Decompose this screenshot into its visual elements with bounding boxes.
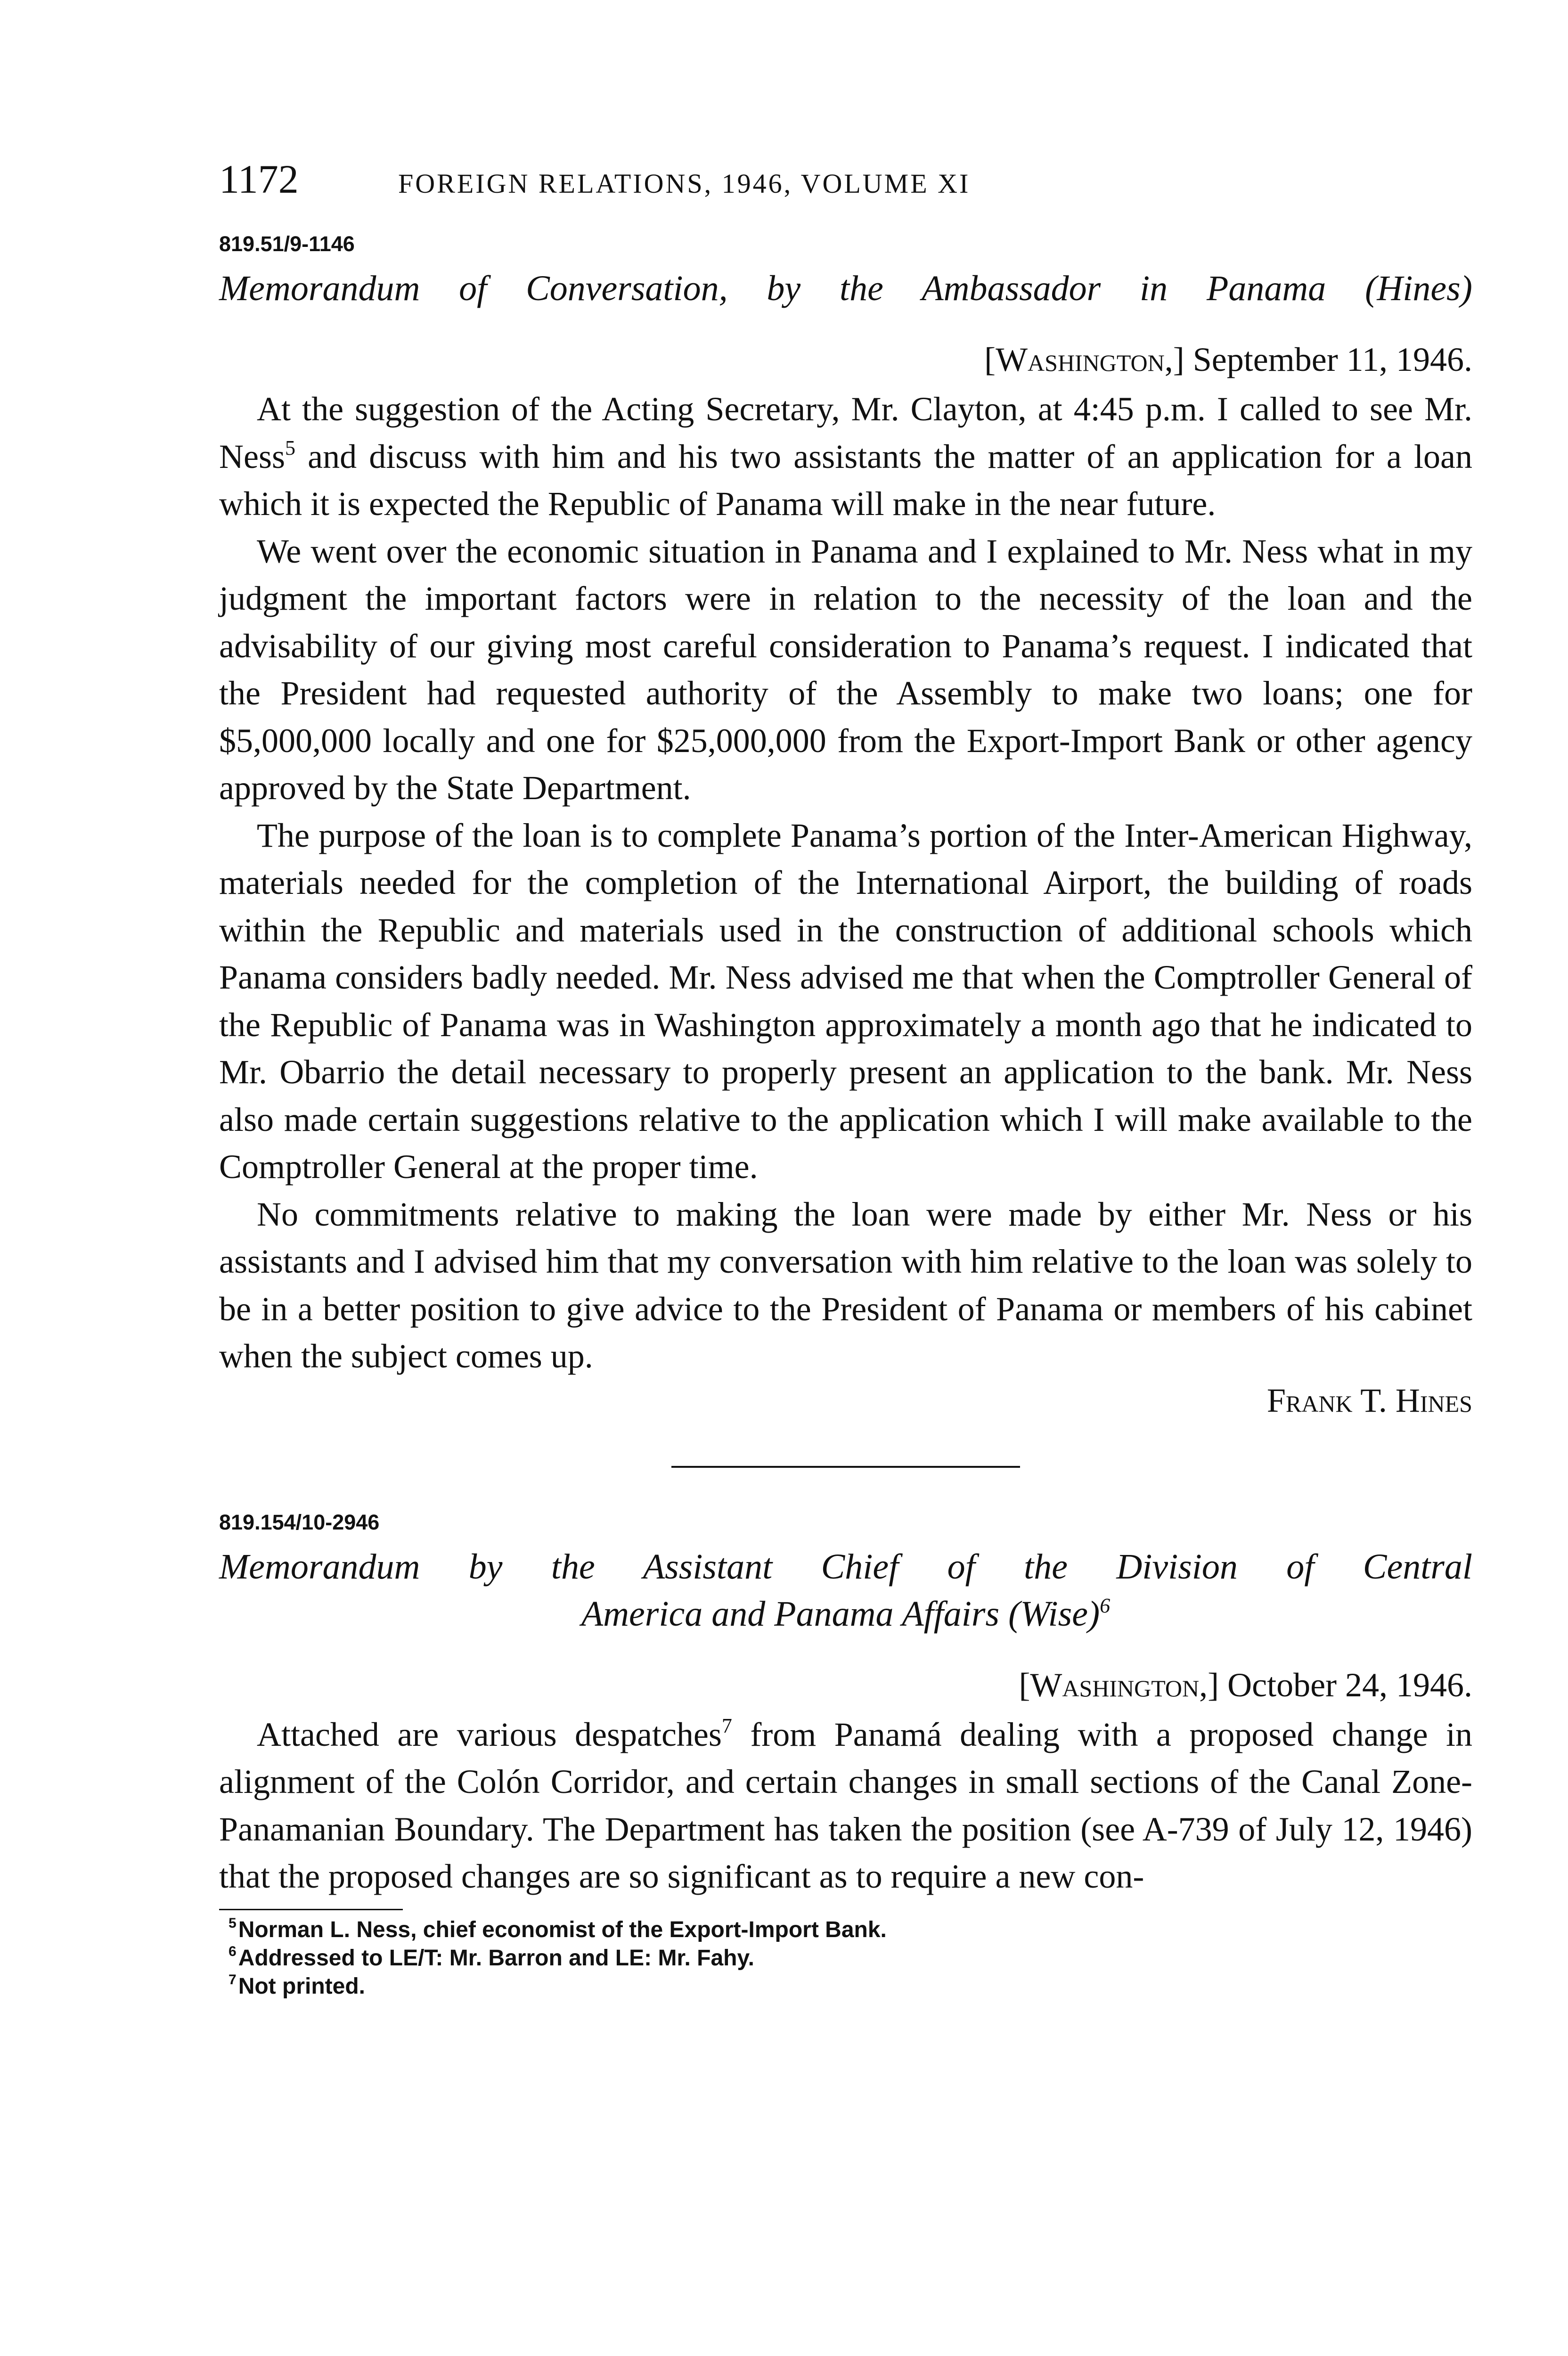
running-header [219, 155, 1472, 207]
doc2-file-number: 819.154/10-2946 [219, 1510, 380, 1534]
footnote-ref-7: 7 [721, 1714, 732, 1737]
doc1-file-number: 819.51/9-1146 [219, 232, 355, 256]
doc2-dateline [219, 1666, 1472, 1711]
section-separator [671, 1466, 1020, 1468]
footnote-ref-6: 6 [1100, 1594, 1111, 1617]
footnote-ref-5: 5 [285, 436, 295, 459]
doc1-signature: Frank T. Hines [1266, 1381, 1472, 1419]
footnote-7 [229, 1972, 1472, 2001]
page-number: 1172 [219, 156, 299, 202]
doc2-dateline-date: October 24, 1946. [1227, 1666, 1472, 1704]
footnote-5-number: 5 [229, 1915, 237, 1931]
doc2-p1-text-a: Attached are various despatches [257, 1715, 722, 1753]
doc2-title-line-1: Memorandum by the Assistant Chief of the Division of Central [219, 1546, 1472, 1587]
doc2-paragraph-1 [219, 1711, 1472, 1900]
footnote-7-text: Not printed. [238, 1973, 365, 1999]
doc1-paragraph-2: We went over the economic situation in Panama and I explained to Mr. Ness what in my judgment the important factors were in relation to the necessity of the loan and the advisability of our giving most careful consideration to Panama’s request. I indicated that the President had requested authority of the Assembly to make two loans; one for $5,000,000 locally and one for $25,000,000 from the Export-Import Bank or other agency approved by the State Department. [219, 532, 1472, 807]
doc1-p1-text-b: and discuss with him and his two assistants the matter of an application for a loan which it is expected the Republic of Panama will make in the near future. [219, 437, 1472, 523]
doc1-p1-text-a: At the suggestion of the Acting Secretary, Mr. Clayton, at 4:45 p.m. I called to see Mr. Ness [219, 390, 1472, 475]
doc1-title: Memorandum of Conversation, by the Ambassador in Panama (Hines) [219, 269, 1472, 308]
footnote-7-number: 7 [229, 1972, 237, 1988]
running-title: FOREIGN RELATIONS, 1946, VOLUME XI [398, 168, 971, 199]
footnote-5 [229, 1916, 1472, 1944]
doc2-p1-text-b: from Panamá dealing with a proposed change in alignment of the Colón Corridor, and certain changes in small sections of the Canal Zone-Panamanian Boundary. The Department has taken the position (see A-739 of July 12, 1946) that the proposed changes are so significant as to require a new con- [219, 1715, 1472, 1895]
document-page [219, 155, 1472, 2001]
footnotes [219, 1916, 1472, 2001]
doc2-title-line-2 [219, 1590, 1472, 1637]
footnote-5-text: Norman L. Ness, chief economist of the Export-Import Bank. [238, 1917, 887, 1942]
doc1-dateline-place: [Washington,] [984, 341, 1184, 378]
doc1-paragraph-4: No commitments relative to making the loan were made by either Mr. Ness or his assistants and I advised him that my conversation with him relative to the loan was solely to be in a better position to give advice to the President of Panama or members of his cabinet when the subject comes up. [219, 1195, 1472, 1375]
doc2-dateline-place: [Washington,] [1019, 1666, 1219, 1704]
doc2-title-line-2-text: America and Panama Affairs (Wise) [581, 1594, 1100, 1634]
doc1-paragraph-3: The purpose of the loan is to complete Panama’s portion of the Inter-American Highway, materials needed for the completion of the International Airport, the building of roads within the Republic and materials used in the construction of additional schools which Panama considers badly needed. Mr. Ness advised me that when the Comptroller General of the Republic of Panama was in Washington approximately a month ago that he indicated to Mr. Obarrio the detail necessary to properly present an application to the bank. Mr. Ness also made certain suggestions relative to the application which I will make available to the Comptroller General at the proper time. [219, 816, 1472, 1186]
doc1-dateline-date: September 11, 1946. [1192, 341, 1472, 378]
doc1-paragraph-1 [219, 385, 1472, 528]
footnote-rule [219, 1909, 403, 1910]
footnote-6 [229, 1944, 1472, 1972]
doc1-dateline [219, 340, 1472, 385]
footnote-6-text: Addressed to LE/T: Mr. Barron and LE: Mr. Fahy. [238, 1945, 754, 1971]
footnote-6-number: 6 [229, 1943, 237, 1959]
